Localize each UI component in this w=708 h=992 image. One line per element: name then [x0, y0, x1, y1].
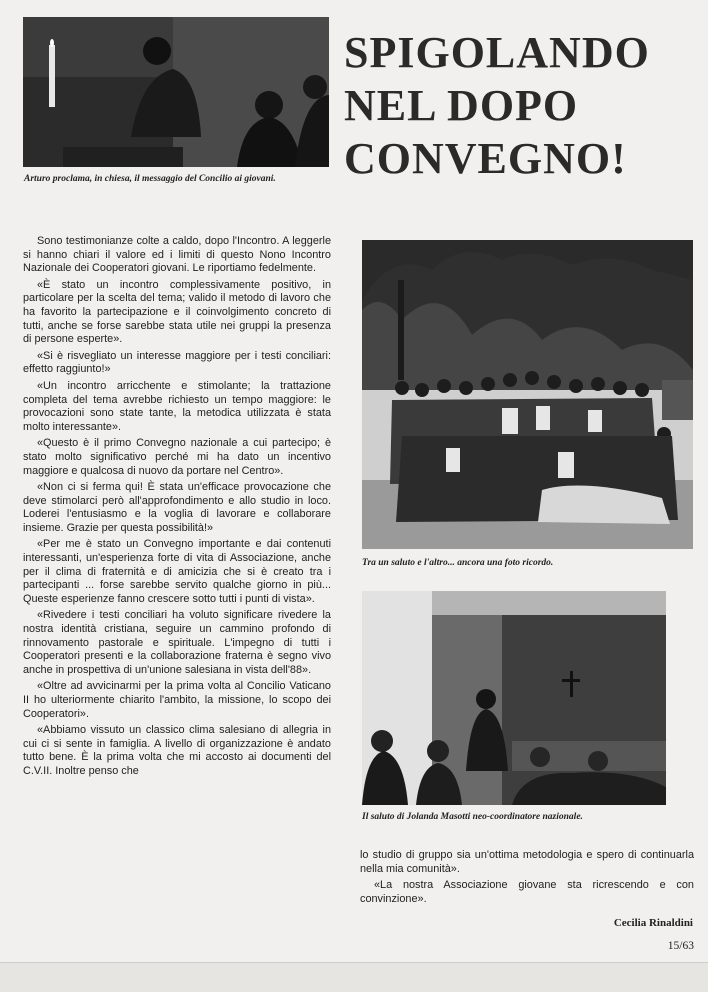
testimony-1: «È stato un incontro complessivamente positivo, in particolare per la scelta del tema; valido il metodo di lavoro che ha favorito la partecipazione e il coinvolgimento concreto di tutti, anche se forse sarebbe stata utile nei gruppi la presenza di persone esperte».	[23, 278, 331, 346]
testimony-4: «Questo è il primo Convegno nazionale a cui partecipo; è stato molto significativo perché mi ha dato un incentivo maggiore e qualcosa di nuovo da portare nel Centro».	[23, 437, 331, 477]
testimony-8: «Oltre ad avvicinarmi per la prima volta al Concilio Vaticano II ho ulteriormente chiarito l'ambito, la missione, lo scopo dei Cooperatori».	[23, 680, 331, 720]
group-photo	[362, 240, 693, 549]
page-number: 15/63	[667, 940, 694, 952]
title-line-1: SPIGOLANDO	[344, 28, 650, 77]
author-signature: Cecilia Rinaldini	[613, 917, 693, 929]
testimony-7: «Rivedere i testi conciliari ha voluto significare rivedere la nostra identità cristiana, seguire un cammino profondo di rinnovamento pastorale e spirituale. L'impegno di tutti i Cooperatori presenti e la collaborazione fraterna è segno vivo anche in prospettiva di un'unione salesiana in vista dell'88».	[23, 609, 331, 676]
meeting-photo-caption: Il saluto di Jolanda Masotti neo-coordinatore nazionale.	[362, 812, 583, 822]
group-photo-caption: Tra un saluto e l'altro... ancora una foto ricordo.	[362, 558, 554, 568]
paragraph-intro: Sono testimonianze colte a caldo, dopo l'Incontro. A leggerle si hanno chiari il valore ed i limiti di questo Nono Incontro Nazionale dei Cooperatori giovani. Le riportiamo fedelmente.	[23, 235, 331, 275]
testimony-5: «Non ci si ferma qui! È stata un'efficace provocazione che deve stimolarci però all'approfondimento e allo studio in loco. Loderei l'entusiasmo e la voglia di lavorare e collaborare insieme. Grazie per questa possibilità!»	[23, 481, 331, 534]
testimony-10: «La nostra Associazione giovane sta ricrescendo e con convinzione».	[360, 879, 694, 905]
article-body-right	[360, 849, 694, 909]
article-body-left	[23, 235, 331, 782]
testimony-2: «Si è risvegliato un interesse maggiore per i testi conciliari: effetto raggiunto!»	[23, 349, 331, 376]
meeting-photo	[362, 591, 666, 805]
testimony-3: «Un incontro arricchente e stimolante; la trattazione completa del tema avrebbe richiesto un tempo maggiore: le provocazioni sono state tante, la metodica utilizzata è stata molto interessante».	[23, 379, 331, 433]
testimony-6: «Per me è stato un Convegno importante e dai contenuti interessanti, un'esperienza forte di vita di Associazione, anche per il clima di fraternità e di amicizia che si è creato tra i partecipanti ... forse sarebbe servito qualche giorno in più... Queste esperienze fanno crescere sotto tutti i punti di vista».	[23, 538, 331, 605]
article-title	[344, 26, 684, 185]
testimony-9: «Abbiamo vissuto un classico clima salesiano di allegria in cui ci si sente in famiglia. A livello di organizzazione è andato tutto bene. È la prima volta che mi accosto ai documenti del C.V.II. Inoltre penso che	[23, 724, 331, 777]
title-line-3: CONVEGNO!	[344, 134, 627, 183]
page-bottom-edge	[0, 962, 708, 992]
church-photo	[23, 17, 329, 167]
title-line-2: NEL DOPO	[344, 81, 579, 130]
testimony-9-continued: lo studio di gruppo sia un'ottima metodologia e spero di continuarla nella mia comunità».	[360, 849, 694, 875]
church-photo-caption: Arturo proclama, in chiesa, il messaggio del Concilio ai giovani.	[24, 174, 276, 184]
